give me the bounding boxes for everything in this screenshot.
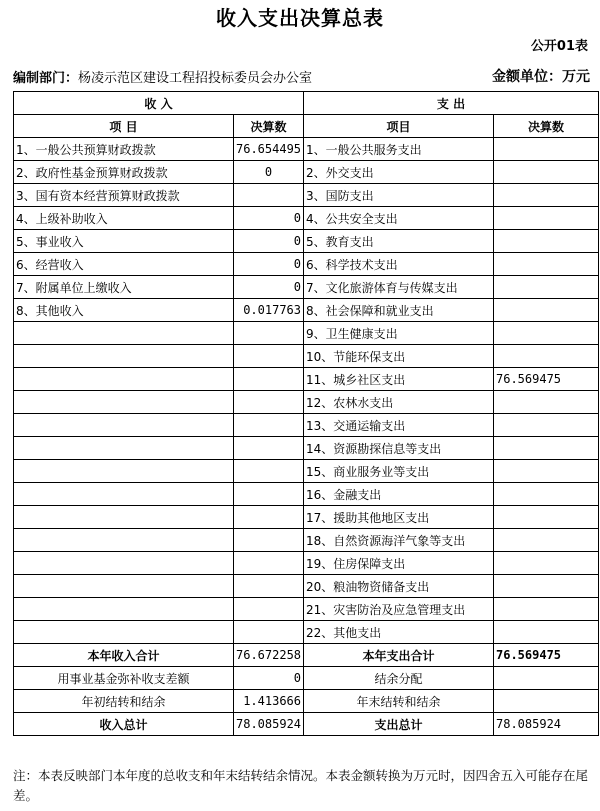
expense-value — [494, 276, 599, 299]
income-item-header: 项 目 — [14, 115, 234, 138]
expense-value — [494, 322, 599, 345]
table-row — [14, 322, 599, 345]
expense-item: 16、金融支出 — [304, 483, 494, 506]
table-row — [14, 299, 599, 322]
expense-item: 15、商业服务业等支出 — [304, 460, 494, 483]
expense-value — [494, 598, 599, 621]
income-item — [14, 506, 234, 529]
expense-item: 9、卫生健康支出 — [304, 322, 494, 345]
expense-value — [494, 414, 599, 437]
expense-value — [494, 483, 599, 506]
grand-total-row — [14, 713, 599, 736]
income-value — [234, 621, 304, 644]
expense-item: 14、资源勘探信息等支出 — [304, 437, 494, 460]
total-expense-value: 76.569475 — [494, 644, 599, 667]
table-row — [14, 184, 599, 207]
expense-sum-label: 支出总计 — [304, 713, 494, 736]
income-value — [234, 437, 304, 460]
expense-section-header: 支 出 — [304, 92, 599, 115]
section-header-row — [14, 92, 599, 115]
income-item: 1、一般公共预算财政拨款 — [14, 138, 234, 161]
income-value: 0 — [234, 207, 304, 230]
expense-item: 6、科学技术支出 — [304, 253, 494, 276]
table-row — [14, 230, 599, 253]
income-item: 7、附属单位上缴收入 — [14, 276, 234, 299]
income-value — [234, 391, 304, 414]
expense-item: 22、其他支出 — [304, 621, 494, 644]
income-value: 76.654495 — [234, 138, 304, 161]
table-row — [14, 460, 599, 483]
table-row — [14, 437, 599, 460]
income-item: 6、经营收入 — [14, 253, 234, 276]
expense-item: 17、援助其他地区支出 — [304, 506, 494, 529]
table-row — [14, 161, 599, 184]
expense-item: 5、教育支出 — [304, 230, 494, 253]
income-value — [234, 506, 304, 529]
fund-row — [14, 667, 599, 690]
income-amount-header: 决算数 — [234, 115, 304, 138]
income-sum-label: 收入总计 — [14, 713, 234, 736]
expense-item: 10、节能环保支出 — [304, 345, 494, 368]
distribution-value — [494, 667, 599, 690]
department-label: 编制部门： — [13, 71, 79, 86]
income-item — [14, 345, 234, 368]
total-expense-label: 本年支出合计 — [304, 644, 494, 667]
income-item: 3、国有资本经营预算财政拨款 — [14, 184, 234, 207]
expense-item: 21、灾害防治及应急管理支出 — [304, 598, 494, 621]
footnote: 注：本表反映部门本年度的总收支和年末结转结余情况。本表金额转换为万元时，因四舍五入可能存在尾差。 — [13, 768, 589, 803]
expense-value — [494, 529, 599, 552]
income-item — [14, 391, 234, 414]
income-item — [14, 552, 234, 575]
expense-value — [494, 230, 599, 253]
income-value: 0.017763 — [234, 299, 304, 322]
department-name: 杨凌示范区建设工程招投标委员会办公室 — [78, 71, 313, 86]
table-row — [14, 575, 599, 598]
total-income-value: 76.672258 — [234, 644, 304, 667]
amount-unit: 金额单位：万元 — [492, 69, 590, 85]
income-value — [234, 368, 304, 391]
carryover-row — [14, 690, 599, 713]
expense-item: 7、文化旅游体育与传媒支出 — [304, 276, 494, 299]
table-row — [14, 253, 599, 276]
expense-value — [494, 552, 599, 575]
income-value — [234, 575, 304, 598]
income-item — [14, 322, 234, 345]
income-value — [234, 460, 304, 483]
income-value — [234, 598, 304, 621]
income-value: 0 — [234, 253, 304, 276]
expense-item: 1、一般公共服务支出 — [304, 138, 494, 161]
table-row — [14, 391, 599, 414]
table-row — [14, 276, 599, 299]
income-item — [14, 368, 234, 391]
expense-value — [494, 391, 599, 414]
expense-item: 13、交通运输支出 — [304, 414, 494, 437]
revenue-expenditure-table — [13, 91, 599, 736]
expense-item: 11、城乡社区支出 — [304, 368, 494, 391]
expense-item: 18、自然资源海洋气象等支出 — [304, 529, 494, 552]
department-line — [13, 67, 312, 86]
income-item — [14, 575, 234, 598]
income-item: 2、政府性基金预算财政拨款 — [14, 161, 234, 184]
income-value — [234, 322, 304, 345]
expense-value — [494, 345, 599, 368]
income-value — [234, 552, 304, 575]
income-item — [14, 460, 234, 483]
expense-item: 12、农林水支出 — [304, 391, 494, 414]
income-value — [234, 345, 304, 368]
fund-value: 0 — [234, 667, 304, 690]
table-row — [14, 506, 599, 529]
expense-value — [494, 253, 599, 276]
end-balance-label: 年末结转和结余 — [304, 690, 494, 713]
income-value: 0 — [234, 276, 304, 299]
table-row — [14, 552, 599, 575]
table-row — [14, 368, 599, 391]
table-row — [14, 207, 599, 230]
expense-value — [494, 460, 599, 483]
table-row — [14, 483, 599, 506]
income-value — [234, 483, 304, 506]
table-row — [14, 598, 599, 621]
begin-balance-label: 年初结转和结余 — [14, 690, 234, 713]
income-item: 5、事业收入 — [14, 230, 234, 253]
fund-label: 用事业基金弥补收支差额 — [14, 667, 234, 690]
income-item — [14, 529, 234, 552]
income-value: 0 — [234, 161, 304, 184]
income-item — [14, 598, 234, 621]
annual-total-row — [14, 644, 599, 667]
expense-value — [494, 161, 599, 184]
income-item — [14, 483, 234, 506]
expense-item: 4、公共安全支出 — [304, 207, 494, 230]
income-item: 4、上级补助收入 — [14, 207, 234, 230]
expense-item: 3、国防支出 — [304, 184, 494, 207]
income-item — [14, 414, 234, 437]
expense-value — [494, 138, 599, 161]
expense-sum-value: 78.085924 — [494, 713, 599, 736]
expense-value — [494, 506, 599, 529]
end-balance-value — [494, 690, 599, 713]
income-item: 8、其他收入 — [14, 299, 234, 322]
distribution-label: 结余分配 — [304, 667, 494, 690]
expense-value — [494, 207, 599, 230]
expense-value — [494, 184, 599, 207]
income-value: 0 — [234, 230, 304, 253]
expense-item: 2、外交支出 — [304, 161, 494, 184]
table-row — [14, 138, 599, 161]
expense-amount-header: 决算数 — [494, 115, 599, 138]
total-income-label: 本年收入合计 — [14, 644, 234, 667]
table-row — [14, 345, 599, 368]
income-sum-value: 78.085924 — [234, 713, 304, 736]
expense-value — [494, 299, 599, 322]
expense-item: 8、社会保障和就业支出 — [304, 299, 494, 322]
expense-value — [494, 621, 599, 644]
table-row — [14, 529, 599, 552]
begin-balance-value: 1.413666 — [234, 690, 304, 713]
expense-value — [494, 575, 599, 598]
expense-item: 19、住房保障支出 — [304, 552, 494, 575]
column-header-row — [14, 115, 599, 138]
income-item — [14, 437, 234, 460]
expense-value: 76.569475 — [494, 368, 599, 391]
income-section-header: 收 入 — [14, 92, 304, 115]
income-item — [14, 621, 234, 644]
form-code: 公开01表 — [530, 39, 588, 54]
table-row — [14, 621, 599, 644]
expense-value — [494, 437, 599, 460]
income-value — [234, 414, 304, 437]
expense-item-header: 项目 — [304, 115, 494, 138]
table-row — [14, 414, 599, 437]
income-value — [234, 184, 304, 207]
income-value — [234, 529, 304, 552]
expense-item: 20、粮油物资储备支出 — [304, 575, 494, 598]
report-title: 收入支出决算总表 — [216, 6, 384, 30]
